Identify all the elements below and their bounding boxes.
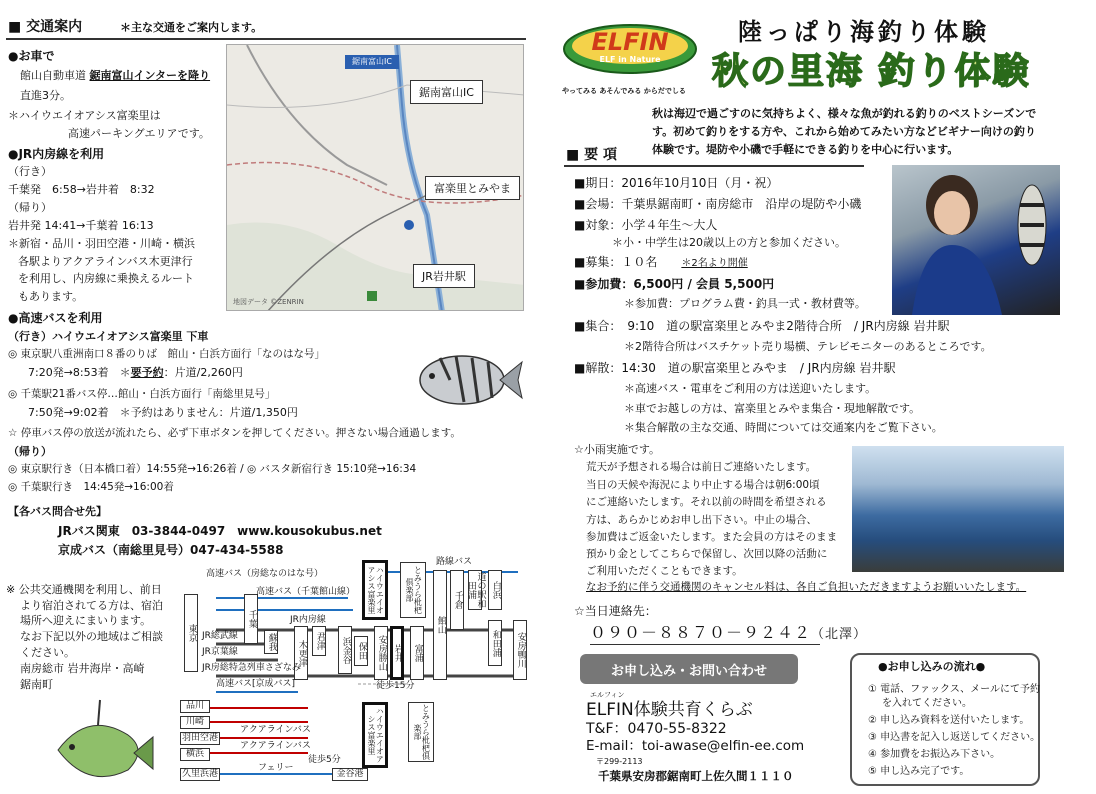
bus-go-heading: （行き）ハイウエイオアシス富楽里 下車	[8, 330, 209, 343]
pickup-4: なお下記以外の地域はご相談	[20, 630, 163, 643]
route-kawasaki: 川崎	[180, 716, 210, 729]
jr-go-time: 千葉発 6:58→岩井着 8:32	[8, 183, 155, 196]
flow-step-3: ③ 申込書を記入し返送してください。	[868, 732, 1041, 743]
route-shirahama: 白浜	[488, 570, 502, 610]
org-email[interactable]: E-mail：toi-awase@elfin-ee.com	[586, 738, 805, 754]
rain-7: ご利用いただくこともできます。	[586, 565, 743, 577]
transport-note: ＊主な交通をご案内します。	[120, 21, 263, 34]
title-main: 陸っぱり海釣り体験	[738, 18, 990, 46]
route-bus-2: 高速バス（千葉館山線）	[256, 587, 356, 597]
route-soga: 蘇我	[264, 630, 278, 654]
fish-illustration-icon	[410, 344, 525, 414]
route-kisarazu: 木更津	[294, 626, 308, 680]
capacity-text: ■募集：１０名	[574, 255, 658, 269]
route-hamakanaya: 浜金谷	[338, 626, 352, 674]
flow-step-5: ⑤ 申し込み完了です。	[868, 766, 970, 777]
car-exit: 鋸南富山インターを降り	[89, 69, 211, 82]
info-date: ■期日：2016年10月10日（月・祝）	[574, 176, 779, 190]
transport-title-text: 交通案内	[26, 19, 83, 35]
contact-name: （北澤）	[811, 627, 868, 642]
org-zip: 〒299-2113	[596, 757, 643, 766]
capacity-note: ＊2名より開催	[681, 258, 748, 269]
logo-text: ELFIN	[591, 28, 669, 56]
intro-2: す。初めて釣りをする方や、これから始めてみたい方などビギナー向けの釣り	[652, 125, 1036, 138]
jr-note-3: を利用し、内房線に乗換えるルート	[18, 272, 194, 285]
route-club-top: とみうら枇杷倶楽部	[400, 562, 426, 618]
route-awakamogawa: 安房鴨川	[513, 620, 527, 680]
flow-step-4: ④ 参加費をお振込み下さい。	[868, 749, 1001, 760]
jr-back-label: （帰り）	[8, 201, 52, 214]
org-ruby: エルフィン	[590, 691, 625, 699]
bus-back-heading: （帰り）	[8, 445, 52, 458]
angler-photo	[892, 165, 1060, 315]
info-target: ■対象：小学４年生～大人	[574, 218, 718, 232]
route-awakatsuyama: 安房勝山	[374, 626, 388, 680]
bus-go-1-reserve: 要予約	[130, 366, 164, 379]
rain-6: 預かり金としてこちらで保留し、次回以降の活動に	[586, 548, 828, 560]
route-aqua-2: アクアラインバス	[240, 741, 311, 751]
info-target-note: ＊小・中学生は20歳以上の方と参加ください。	[612, 236, 846, 249]
bus-contact-heading: 【各バス問合せ先】	[8, 505, 107, 518]
info-meet-note: ＊2階待合所はバスチケット売り場横、テレビモニターのあるところです。	[624, 340, 992, 353]
contact-title: ☆当日連絡先：	[574, 604, 657, 618]
bus-go-1b	[28, 367, 243, 378]
apply-button[interactable]: お申し込み・お問い合わせ	[580, 654, 798, 684]
intro-3: 体験です。堤防や小磯で手軽にできる釣りを中心に行います。	[652, 143, 959, 156]
pickup-7: 鋸南町	[20, 678, 53, 691]
jr-note-1: ＊新宿・品川・羽田空港・川崎・横浜	[8, 237, 195, 250]
route-hota: 保田	[354, 636, 368, 666]
route-bus-1: 高速バス（房総なのはな号）	[206, 569, 324, 579]
route-ferry: フェリー	[258, 763, 294, 773]
flow-step-2: ② 申し込み資料を送付いたします。	[868, 715, 1030, 726]
info-fee-note: ＊参加費：プログラム費・釣具一式・教材費等。	[624, 297, 866, 310]
bus-go-1-fare: ：片道/2,260円	[163, 366, 243, 379]
bus-go-1-time: 7:20発→8:53着 ＊	[28, 366, 131, 379]
org-tel: T&F：0470-55-8322	[586, 721, 727, 737]
route-line-label: 路線バス	[436, 557, 473, 567]
contact-phone-line	[590, 625, 867, 641]
route-michi: 道の駅和田浦	[466, 572, 486, 608]
route-diagram	[178, 557, 533, 790]
angler-photo-graphic	[892, 165, 1060, 315]
title-sub: 秋の里海 釣り体験	[712, 51, 1031, 92]
info-dismiss-1: ＊高速バス・電車をご利用の方は送迎いたします。	[624, 382, 877, 395]
seashore-photo	[852, 446, 1064, 572]
transport-divider	[6, 38, 526, 40]
bus-go-2b: 7:50発→9:02着 ＊予約はありません：片道/1,350円	[28, 406, 298, 419]
car-heading: ●お車で	[8, 49, 55, 63]
filefish-illustration-icon	[48, 695, 158, 790]
outline-section-title: ■ 要 項	[566, 147, 617, 163]
jr-go-label: （行き）	[8, 165, 52, 178]
rain-3: にご連絡いたします。それ以前の時間を希望される	[586, 496, 827, 508]
rain-title: ☆小雨実施です。	[574, 443, 660, 456]
bus-contact-2: 京成バス（南総里見号）047-434-5588	[58, 543, 284, 557]
info-meet: ■集合： 9:10 道の駅富楽里とみやま2階待合所 / JR内房線 岩井駅	[574, 319, 950, 333]
info-dismiss-2: ＊車でお越しの方は、富楽里とみやま集合・現地解散です。	[624, 402, 921, 415]
jr-note-4: もあります。	[18, 290, 84, 303]
info-dismiss-3: ＊集合解散の主な交通、時間については交通案内をご覧下さい。	[624, 421, 943, 434]
route-jr-uchibo: JR内房線	[290, 615, 326, 625]
elfin-logo	[560, 22, 700, 80]
route-jr-bukou: JR総武線	[202, 631, 238, 641]
route-chikura: 千倉	[450, 570, 464, 630]
pickup-5: ください。	[20, 646, 75, 659]
route-kimitsu: 君津	[312, 626, 326, 656]
pickup-2: より宿泊されてる方は、宿泊	[20, 599, 163, 612]
route-jr-direct: JR房総特急列車さざなみ	[202, 663, 301, 673]
flow-step-1: ① 電話、ファックス、メールにて予約	[868, 684, 1040, 695]
bus-note: ☆ 停車バス停の放送が流れたら、必ず下車ボタンを押してください。押さない場合通過します。	[8, 427, 461, 439]
bus-go-1: ◎ 東京駅八重洲南口８番のりば 館山・白浜方面行「なのはな号」	[8, 348, 325, 360]
jr-note-2: 各駅よりアクアラインバス木更津行	[18, 255, 193, 268]
car-line-3: ＊ハイウエイオアシス富楽里は	[8, 109, 161, 122]
route-bus-3: 高速バス[京成バス]	[216, 679, 296, 689]
outline-title-text: 要 項	[584, 147, 617, 163]
logo-tagline: やってみる あそんでみる からだでしる	[562, 87, 686, 95]
route-tateyama: 館山	[433, 570, 447, 680]
logo-sub: ELF in Nature	[599, 55, 661, 64]
jr-heading: ●JR内房線を利用	[8, 147, 105, 161]
route-club-bottom: とみうら枇杷倶楽部	[408, 702, 434, 762]
pickup-6: 南房総市 岩井海岸・高崎	[20, 662, 145, 675]
pickup-3: 場所へ迎えにまいります。	[20, 614, 152, 627]
route-haneda: 羽田空港	[180, 732, 220, 745]
bus-back-2: ◎ 千葉駅行き 14:45発→16:00着	[8, 481, 174, 493]
route-jr-keiyo: JR京葉線	[202, 647, 238, 657]
rain-4: 方は、あらかじめお申し出下さい。中止の場合、	[586, 514, 817, 526]
map-callout-station: 富楽里とみやま	[425, 176, 520, 200]
route-walk-5: 徒歩5分	[308, 755, 341, 765]
org-address: 千葉県安房郡鋸南町上佐久間１１１０	[598, 769, 794, 783]
route-oasis-bottom: ハイウエイオアシス富楽里	[362, 702, 388, 768]
route-aqua-1: アクアラインバス	[240, 725, 311, 735]
car-line-1	[20, 70, 210, 81]
map-callout-ic: 鋸南富山IC	[410, 80, 483, 104]
intro-1: 秋は海辺で過ごすのに気持ちよく、様々な魚が釣れる釣りのベストシーズンで	[652, 107, 1037, 120]
bus-back-1: ◎ 東京駅行き（日本橋口着）14:55発→16:26着 / ◎ バスタ新宿行き 15:10発→16:34	[8, 463, 417, 475]
map-ic-tag: 鋸南富山IC	[352, 57, 392, 66]
map-callout-iwai: JR岩井駅	[413, 264, 475, 288]
route-iwai: 岩井	[390, 626, 404, 680]
info-capacity	[574, 256, 748, 269]
route-tokyo: 東京	[184, 594, 198, 672]
route-yokohama: 横浜	[180, 748, 210, 761]
bus-heading: ●高速バスを利用	[8, 311, 103, 325]
apply-flow-box	[850, 653, 1040, 786]
bus-go-2: ◎ 千葉駅21番バス停…館山・白浜方面行「南総里見号」	[8, 388, 276, 400]
pickup-1: ※ 公共交通機関を利用し、前日	[6, 583, 162, 596]
bus-contact-1: JRバス関東 03-3844-0497 www.kousokubus.net	[58, 524, 382, 538]
info-venue: ■会場：千葉県鋸南町・南房総市 沿岸の堤防や小磯	[574, 197, 862, 211]
route-walk-15: 徒歩15分	[376, 681, 415, 691]
car-line-4: 高速パーキングエリアです。	[68, 127, 210, 140]
route-wadaura: 和田浦	[488, 620, 502, 666]
route-chiba: 千葉	[244, 594, 258, 644]
rain-2: 当日の天候や海況により中止する場合は朝6:00頃	[586, 479, 820, 491]
info-fee: ■参加費：6,500円 / 会員 5,500円	[574, 277, 775, 291]
car-road: 館山自動車道	[20, 69, 86, 82]
outline-divider	[564, 165, 864, 167]
route-kurihama: 久里浜港	[180, 768, 220, 781]
car-line-2: 直進3分。	[20, 89, 71, 102]
transport-section-title: ■ 交通案内	[8, 19, 83, 35]
flow-title: ●お申し込みの流れ●	[878, 660, 986, 673]
org-name: ELFIN体験共育くらぶ	[586, 700, 753, 720]
contact-phone[interactable]: ０９０－８８７０－９２４２	[590, 623, 812, 642]
phone-underline	[590, 644, 820, 645]
route-oasis-top: ハイウエイオアシス富楽里	[362, 560, 388, 620]
info-dismiss: ■解散：14:30 道の駅富楽里とみやま / JR内房線 岩井駅	[574, 361, 896, 375]
route-tomiura: 富浦	[410, 626, 424, 680]
rain-5: 参加費はご返金いたします。また会員の方はそのまま	[586, 531, 838, 543]
route-shinagawa: 品川	[180, 700, 210, 713]
route-kanaya: 金谷港	[332, 768, 368, 781]
rain-1: 荒天が予想される場合は前日ご連絡いたします。	[586, 461, 817, 473]
cancel-note: なお予約に伴う交通機関のキャンセル料は、各自ご負担いただきますようお願いいたします。	[586, 581, 1027, 593]
flow-step-1b: を入れてください。	[882, 698, 972, 709]
jr-back-time: 岩井発 14:41→千葉着 16:13	[8, 219, 154, 232]
map-copyright: 地図データ ©ZENRIN	[233, 298, 304, 306]
